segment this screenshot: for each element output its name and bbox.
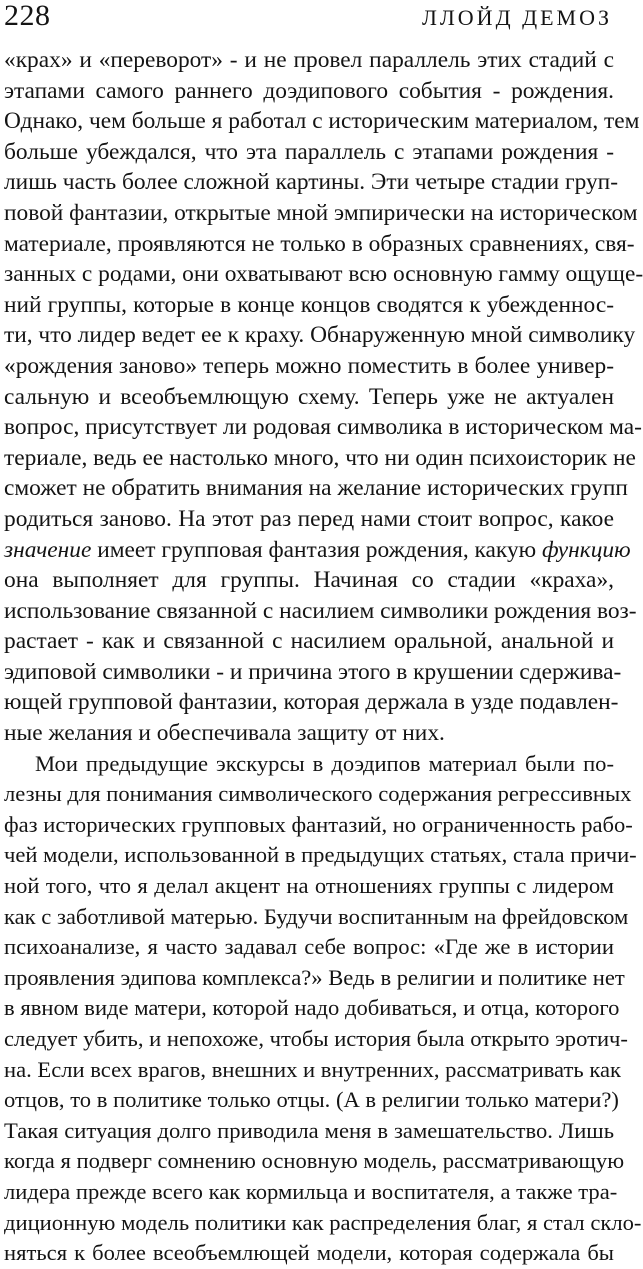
text-line: в явном виде матери, которой надо добиваться, и отца, которого bbox=[4, 995, 620, 1021]
text-line: повой фантазии, открытые мной эмпирически на историческом bbox=[4, 199, 638, 226]
text-line: ти, что лидер ведет ее к краху. Обнаруженную мной символику bbox=[4, 322, 636, 349]
italic-word-funktsiyu: функцию bbox=[541, 536, 631, 563]
text-segment: имеет групповая фантазия рождения, какую bbox=[91, 536, 542, 563]
running-title: ЛЛОЙД ДЕМОЗ bbox=[421, 5, 612, 30]
text-line: лишь часть более сложной картины. Эти четыре стадии груп- bbox=[4, 169, 618, 196]
text-line: сможет не обратить внимания на желание исторических групп bbox=[4, 475, 628, 502]
text-line: ний группы, которые в конце концов сводятся к убежденнос- bbox=[4, 291, 614, 318]
text-line: ные желания и обеспечивала защиту от них. bbox=[4, 720, 445, 747]
text-line: психоанализе, я часто задавал себе вопрос: «Где же в истории bbox=[4, 934, 614, 960]
text-line: няться к более всеобъемлющей модели, которая содержала бы bbox=[4, 1240, 614, 1266]
body-text bbox=[4, 45, 643, 1269]
text-line: вопрос, присутствует ли родовая символика в историческом ма- bbox=[4, 414, 642, 441]
text-line: сальную и всеобъемлющую схему. Теперь уже не актуален bbox=[4, 383, 614, 410]
text-line: «крах» и «переворот» - и не провел параллель этих стадий с bbox=[4, 47, 614, 73]
text-line: больше убеждался, что эта параллель с этапами рождения - bbox=[4, 138, 614, 165]
text-line: чей модели, использованной в предыдущих статьях, стала причи- bbox=[4, 842, 637, 868]
text-line: эдиповой символики - и причина этого в крушении сдержива- bbox=[4, 658, 622, 685]
text-line: когда я подверг сомнению основную модель, рассматривающую bbox=[4, 1148, 625, 1174]
text-line bbox=[4, 535, 631, 566]
text-line: как с заботливой матерью. Будучи воспитанным на фрейдовском bbox=[4, 903, 629, 929]
text-line: ющей групповой фантазии, которая держала в узде подавлен- bbox=[4, 689, 619, 716]
text-line: Однако, чем больше я работал с историческим материалом, тем bbox=[4, 108, 640, 135]
text-line: отцов, то в политике только отцы. (А в религии только матери?) bbox=[4, 1087, 619, 1113]
text-line: «рождения заново» теперь можно поместить в более универ- bbox=[4, 352, 614, 379]
text-line: растает - как и связанной с насилием оральной, анальной и bbox=[4, 628, 614, 655]
text-line: родиться заново. На этот раз перед нами стоит вопрос, какое bbox=[4, 505, 614, 532]
text-line: использование связанной с насилием символики рождения воз- bbox=[4, 597, 637, 624]
paragraph-2 bbox=[4, 749, 642, 1269]
text-line: материале, проявляются не только в образных сравнениях, свя- bbox=[4, 230, 635, 257]
text-line: проявления эдипова комплекса?» Ведь в религии и политике нет bbox=[4, 964, 625, 990]
page-number: 228 bbox=[4, 0, 51, 32]
paragraph-1 bbox=[4, 45, 643, 749]
text-line: диционную модель политики как распределения благ, я стал скло- bbox=[4, 1209, 642, 1235]
text-line: она выполняет для группы. Начиная со стадии «краха», bbox=[4, 567, 614, 594]
running-head bbox=[4, 0, 614, 40]
text-line: лидера прежде всего как кормильца и воспитателя, а также тра- bbox=[4, 1178, 618, 1204]
text-line: следует убить, и непохоже, чтобы история была открыто эротич- bbox=[4, 1026, 628, 1051]
text-line: Такая ситуация долго приводила меня в замешательство. Лишь bbox=[4, 1117, 614, 1143]
text-line: лезны для понимания символического содержания регрессивных bbox=[4, 781, 632, 807]
text-line: Мои предыдущие экскурсы в доэдипов материал были по- bbox=[35, 750, 614, 776]
italic-word-znachenie: значение bbox=[4, 536, 92, 563]
text-line: фаз исторических групповых фантазий, но ограниченность рабо- bbox=[4, 811, 633, 837]
text-line: ной того, что я делал акцент на отношениях группы с лидером bbox=[4, 873, 614, 899]
text-line: териале, ведь ее настолько много, что ни один психоисторик не bbox=[4, 444, 636, 471]
text-line: на. Если всех врагов, внешних и внутренних, рассматривать как bbox=[4, 1056, 621, 1082]
text-line: этапами самого раннего доэдипового события - рождения. bbox=[4, 77, 614, 104]
text-line: занных с родами, они охватывают всю основную гамму ощуще- bbox=[4, 261, 643, 288]
